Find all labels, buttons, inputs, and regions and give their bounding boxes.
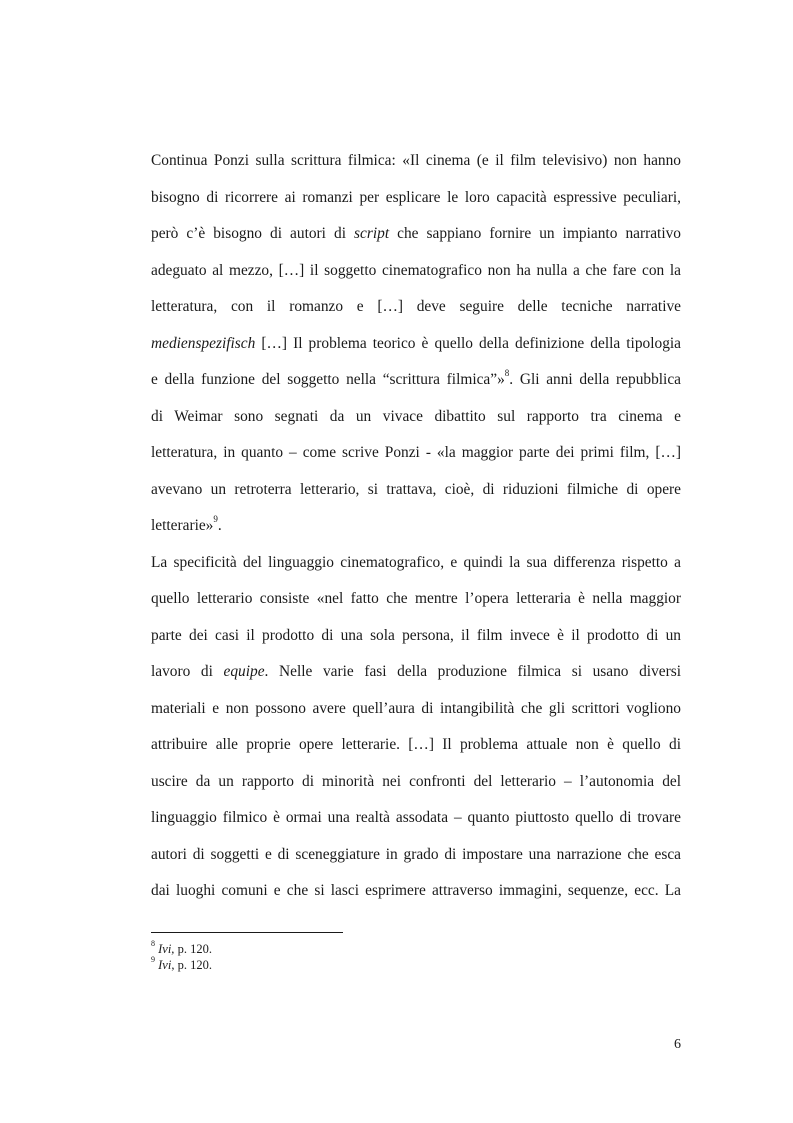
- text-line: [151, 513, 681, 535]
- footnote-number: 8: [151, 938, 155, 948]
- text-segment: .: [217, 517, 222, 534]
- footnote-reference: p. 120.: [174, 942, 212, 956]
- text-line: adeguato al mezzo, […] il soggetto cinematografico non ha nulla a che fare con la: [151, 261, 681, 279]
- text-line: [151, 367, 681, 389]
- footnote-separator: [151, 932, 343, 933]
- text-segment: che sappiano fornire un impianto narrativo: [389, 225, 681, 242]
- text-line: quello letterario consiste «nel fatto che mentre l’opera letteraria è nella maggior: [151, 590, 681, 607]
- text-line: uscire da un rapporto di minorità nei confronti del letterario – l’autonomia del: [151, 772, 681, 790]
- text-segment: però c’è bisogno di autori di: [151, 225, 355, 242]
- footnote-marker: 9: [213, 513, 218, 524]
- footnote-reference: , p. 120.: [171, 958, 212, 972]
- text-segment: . Gli anni della repubblica: [509, 371, 681, 388]
- italic-term: script: [354, 225, 390, 242]
- text-line: attribuire alle proprie opere letterarie. […] Il problema attuale non è quello di: [151, 736, 681, 753]
- text-segment: letterarie»: [151, 517, 214, 534]
- text-line: bisogno di ricorrere ai romanzi per esplicare le loro capacità espressive peculiari,: [151, 188, 681, 206]
- text-segment: lavoro di: [151, 663, 224, 680]
- footnote: [151, 938, 212, 957]
- italic-term: equipe: [223, 663, 265, 680]
- text-line: letteratura, in quanto – come scrive Ponzi - «la maggior parte dei primi film, […]: [151, 444, 681, 461]
- text-line: dai luoghi comuni e che si lasci esprimere attraverso immagini, sequenze, ecc. La: [151, 882, 681, 899]
- text-line: [151, 335, 681, 353]
- text-line: letteratura, con il romanzo e […] deve seguire delle tecniche narrative: [151, 298, 681, 315]
- text-segment: […] Il problema teorico è quello della definizione della tipologia: [255, 334, 681, 352]
- text-line: Continua Ponzi sulla scrittura filmica: «Il cinema (e il film televisivo) non hanno: [151, 152, 681, 169]
- text-line: materiali e non possono avere quell’aura di intangibilità che gli scrittori vogliono: [151, 699, 681, 717]
- footnote-marker: 8: [504, 367, 510, 378]
- footnote-source: Ivi: [158, 958, 172, 972]
- text-segment: . Nelle varie fasi della produzione filmica si usano diversi: [264, 663, 681, 680]
- text-line: parte dei casi il prodotto di una sola persona, il film invece è il prodotto di un: [151, 626, 681, 644]
- footnote-number: 9: [151, 954, 155, 964]
- text-segment: e della funzione del soggetto nella “scrittura filmica”»: [151, 371, 505, 388]
- text-line: avevano un retroterra letterario, si trattava, cioè, di riduzioni filmiche di opere: [151, 480, 681, 498]
- footnote: [151, 954, 212, 973]
- text-line: [151, 663, 681, 681]
- text-line: di Weimar sono segnati da un vivace dibattito sul rapporto tra cinema e: [151, 407, 681, 425]
- page-number: 6: [674, 1037, 681, 1052]
- text-line: La specificità del linguaggio cinematografico, e quindi la sua differenza rispetto a: [151, 553, 681, 571]
- text-line: autori di soggetti e di sceneggiature in grado di impostare una narrazione che esca: [151, 845, 681, 863]
- text-line: linguaggio filmico è ormai una realtà assodata – quanto piuttosto quello di trovare: [151, 809, 681, 826]
- text-line: [151, 225, 681, 243]
- italic-term: medienspezifisch: [151, 334, 256, 352]
- footnote-source: Ivi,: [158, 942, 175, 956]
